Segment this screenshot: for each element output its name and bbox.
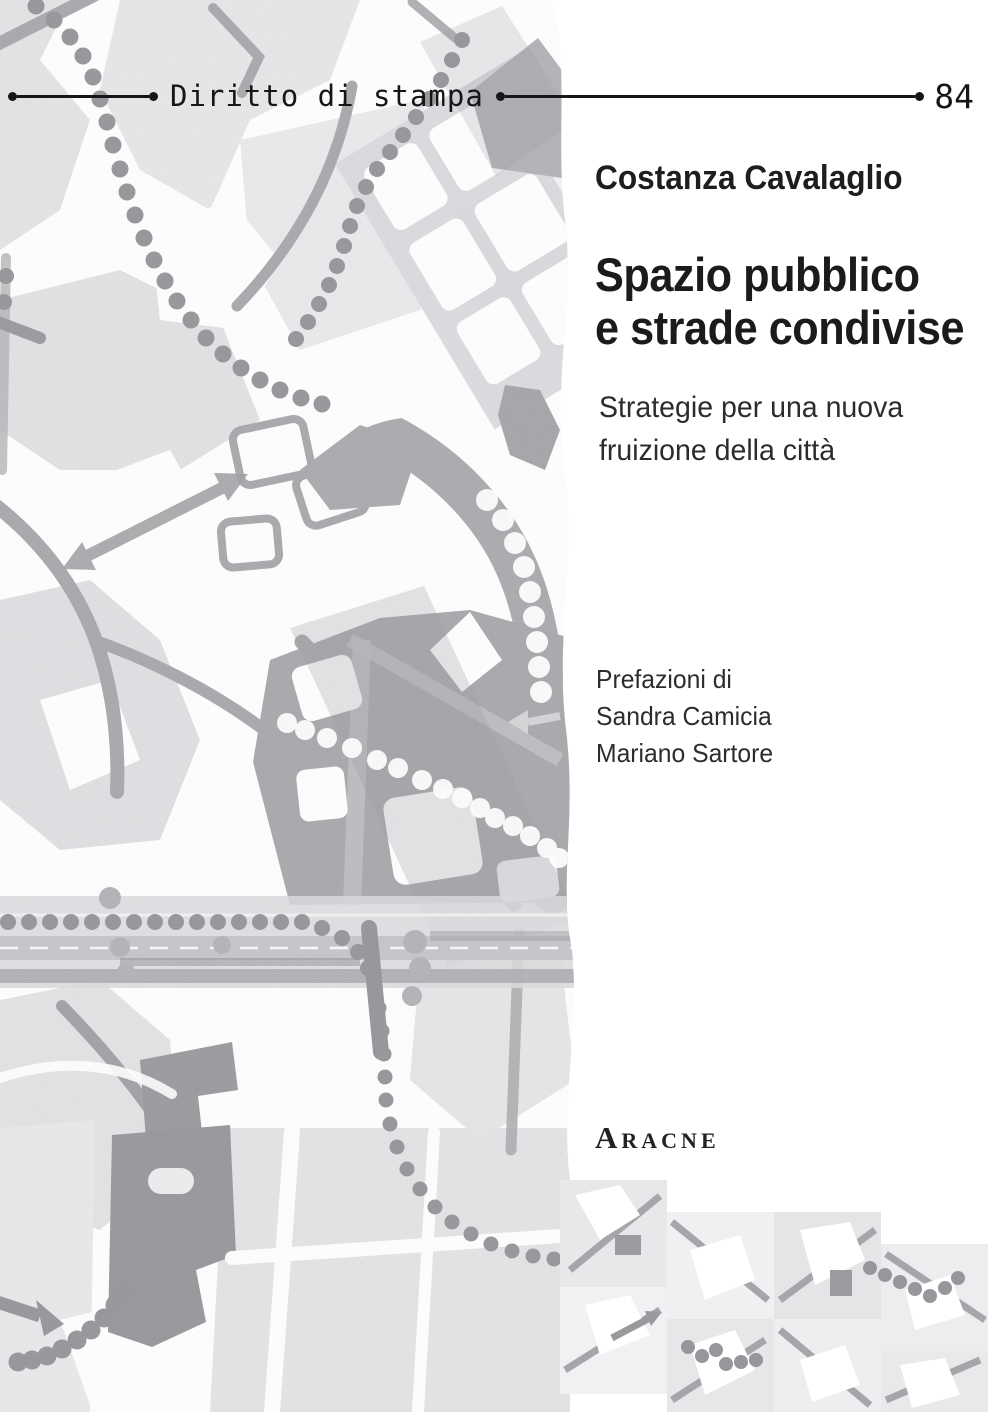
- preface-block: [596, 661, 773, 772]
- series-header: [0, 76, 1000, 116]
- rule-dot: [149, 92, 158, 101]
- preface-name-2: Mariano Sartore: [596, 738, 774, 768]
- rule-dot: [8, 92, 17, 101]
- map-mosaic: [560, 1180, 988, 1412]
- publisher-logo: Aracne: [595, 1120, 720, 1155]
- rule-dot: [496, 92, 505, 101]
- author-name: Costanza Cavalaglio: [595, 159, 903, 197]
- book-title-line-2: e strade condivise: [595, 301, 965, 354]
- rule-right: [505, 95, 915, 98]
- rule-left: [17, 95, 149, 98]
- series-number: 84: [934, 76, 974, 116]
- preface-name-1: Sandra Camicia: [596, 701, 772, 731]
- book-title-line-1: Spazio pubblico: [595, 248, 920, 301]
- book-subtitle-line-2: fruizione della città: [599, 434, 836, 467]
- rule-dot: [915, 92, 924, 101]
- book-subtitle-line-1: Strategie per una nuova: [599, 391, 904, 424]
- series-label: Diritto di stampa: [170, 78, 484, 113]
- book-title: [595, 248, 964, 354]
- book-subtitle: [599, 386, 903, 472]
- preface-label: Prefazioni di: [596, 664, 732, 694]
